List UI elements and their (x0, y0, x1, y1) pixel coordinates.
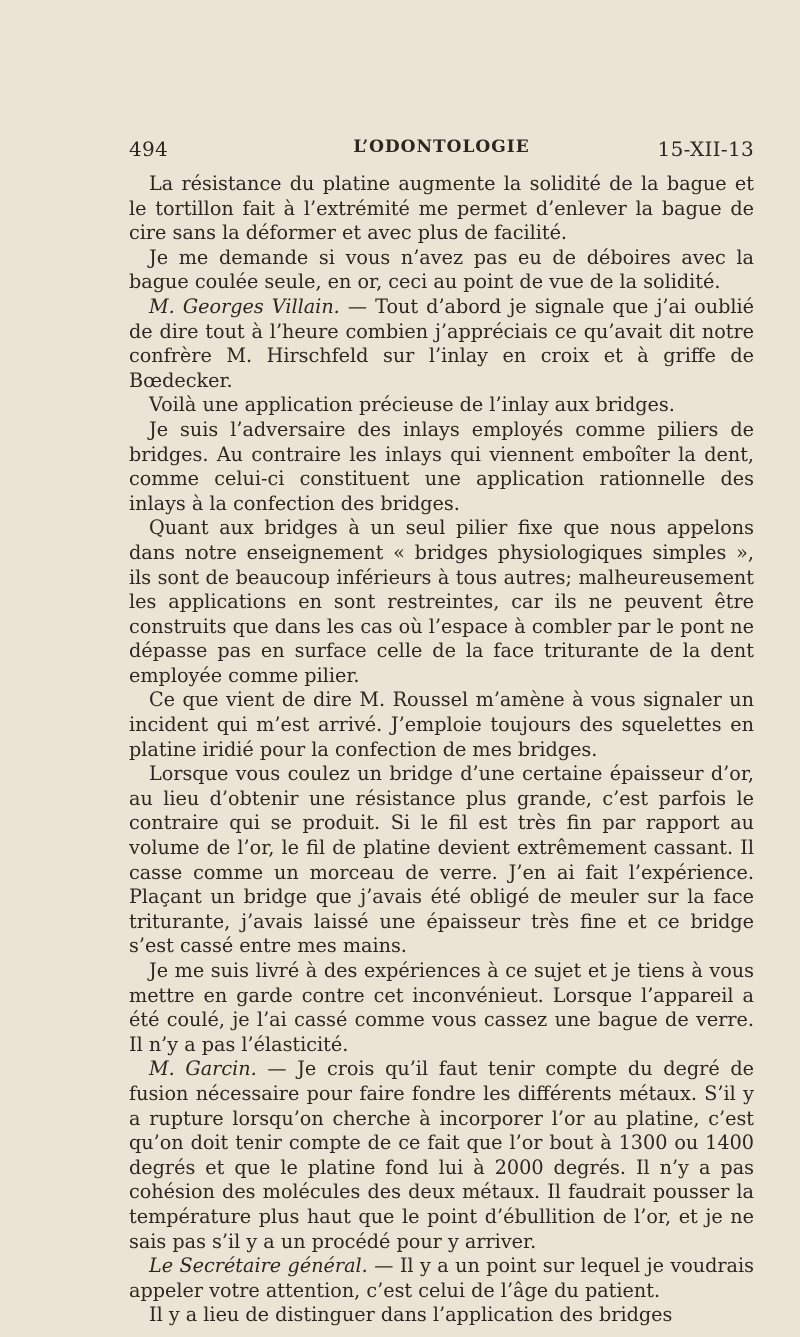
paragraph (129, 418, 754, 516)
speaker: M. Georges Villain. (149, 294, 340, 318)
paragraph-text: Il y a lieu de distinguer dans l’application des bridges (149, 1303, 673, 1327)
paragraph (129, 1057, 754, 1254)
paragraph (129, 688, 754, 762)
page-number: 494 (129, 137, 169, 161)
paragraph (129, 762, 754, 959)
paragraph (129, 1303, 754, 1328)
paragraph-text: Je me suis livré à des expériences à ce sujet et je tiens à vous mettre en garde contre cet inconvénieut. Lorsque l’appareil a été coulé, je l’ai cassé comme vous cassez une bague de verre. Il n’y a pas l’élasticité. (129, 959, 754, 1056)
paragraph-text: — Il y a un point sur lequel je voudrais appeler votre attention, c’est celui de l’âge du patient. (129, 1254, 754, 1302)
speaker: Le Secrétaire général. (149, 1254, 368, 1278)
body-text (129, 172, 754, 1328)
paragraph-text: Ce que vient de dire M. Roussel m’amène à vous signaler un incident qui m’est arrivé. J’emploie toujours des squelettes en platine iridié pour la confection de mes bridges. (129, 688, 754, 761)
paragraph (129, 172, 754, 246)
paragraph-text: — Tout d’abord je signale que j’ai oublié de dire tout à l’heure combien j’appréciais ce qu’avait dit notre confrère M. Hirschfeld sur l’inlay en croix et à griffe de Bœdecker. (129, 294, 754, 392)
paragraph (129, 1254, 754, 1303)
paragraph-text: — Je crois qu’il faut tenir compte du degré de fusion nécessaire pour faire fondre les différents métaux. S’il y a rupture lorsqu’on cherche à incorporer l’or au platine, c’est qu’on doit tenir compte de ce fait que l’or bout à 1300 ou 1400 degrés et que le platine fond lui à 2000 degrés. Il n’y a pas cohésion des molécules des deux métaux. Il faudrait pousser la température plus haut que le point d’ébullition de l’or, et je ne sais pas s’il y a un procédé pour y arriver. (129, 1057, 754, 1253)
paragraph-text: Je suis l’adversaire des inlays employés comme piliers de bridges. Au contraire les inlays qui viennent emboîter la dent, comme celui-ci constituent une application rationnelle des inlays à la confection des bridges. (129, 417, 754, 515)
paragraph-text: Quant aux bridges à un seul pilier fixe que nous appelons dans notre enseignement « bridges physiologiques simples », ils sont de beaucoup inférieurs à tous autres; malheureusement les applications en sont restreintes, car ils ne peuvent être construits que dans les cas où l’espace à combler par le pont ne dépasse pas en surface celle de la face triturante de la dent employée comme pilier. (129, 516, 754, 687)
paragraph-text: Lorsque vous coulez un bridge d’une certaine épaisseur d’or, au lieu d’obtenir une résistance plus grande, c’est parfois le contraire qui se produit. Si le fil est très fin par rapport au volume de l’or, le fil de platine devient extrêmement cassant. Il casse comme un morceau de verre. J’en ai fait l’expérience. Plaçant un bridge que j’avais été obligé de meuler sur la face triturante, j’avais laissé une épaisseur très fine et ce bridge s’est cassé entre mes mains. (129, 762, 754, 958)
speaker: M. Garcin. (149, 1057, 257, 1081)
running-title: L’ODONTOLOGIE (353, 137, 530, 157)
paragraph (129, 246, 754, 295)
paragraph-text: La résistance du platine augmente la solidité de la bague et le tortillon fait à l’extrémité me permet d’enlever la bague de cire sans la déformer et avec plus de facilité. (129, 172, 754, 245)
paragraph (129, 516, 754, 688)
paragraph-text: Voilà une application précieuse de l’inlay aux bridges. (149, 393, 675, 417)
paragraph (129, 393, 754, 418)
paragraph (129, 295, 754, 393)
issue-date: 15-XII-13 (657, 137, 754, 161)
paragraph-text: Je me demande si vous n’avez pas eu de déboires avec la bague coulée seule, en or, ceci au point de vue de la solidité. (129, 245, 754, 294)
page-header (129, 137, 754, 165)
paragraph (129, 959, 754, 1057)
